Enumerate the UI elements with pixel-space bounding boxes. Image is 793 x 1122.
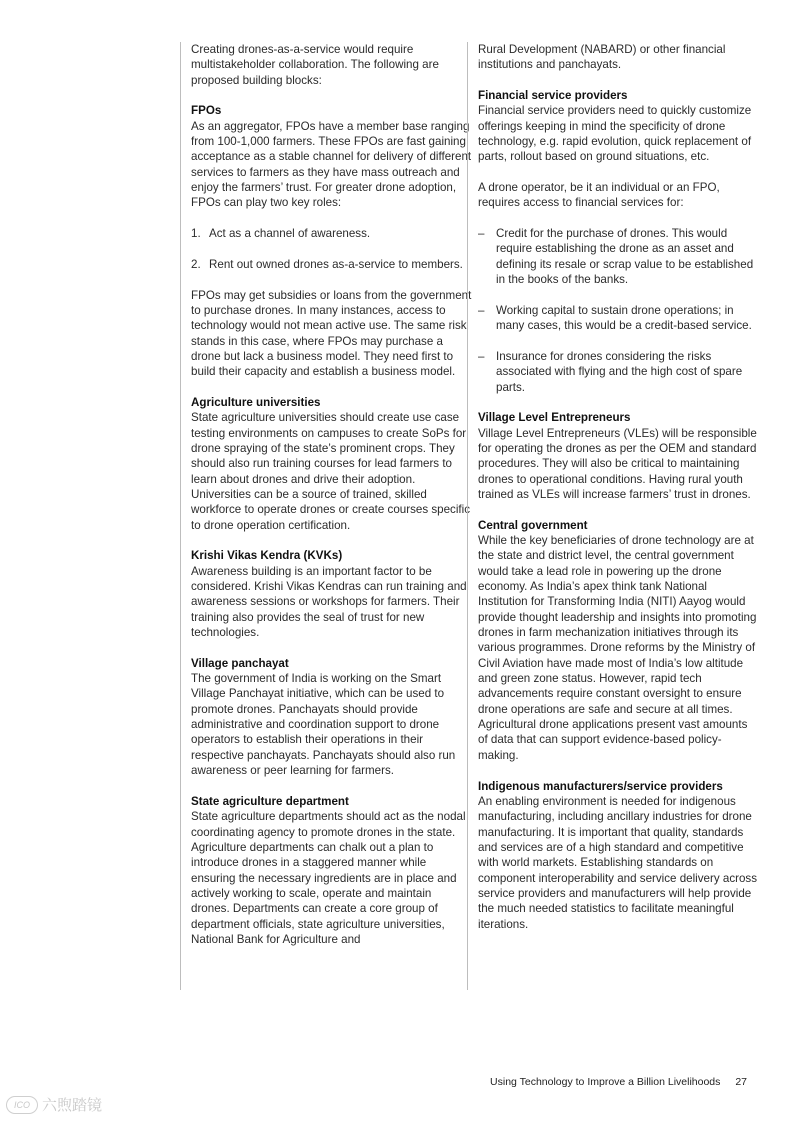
financial-needs-list [478,226,758,395]
financial-body: Financial service providers need to quickly customize offerings keeping in mind the specificity of drone technology, e.g. rapid evolution, quick replacement of parts, rollout based on ground situations, etc. [478,104,752,164]
watermark-logo-icon: ICO [6,1096,38,1114]
village-panchayat-body: The government of India is working on the Smart Village Panchayat initiative, which can be used to promote drones. Panchayats should provide administrative and coordination support to drone operators to establish their operations in their respective panchayats. Panchayats should also run awareness or peer learning for farmers. [191,672,456,778]
kvks-body: Awareness building is an important factor to be considered. Krishi Vikas Kendras can run training and awareness sessions or workshops for farmers. Their training also provides the seal of trust for new technologies. [191,564,467,640]
list-number: 2. [191,257,201,271]
agri-universities-heading: Agriculture universities [191,395,321,409]
kvks-heading: Krishi Vikas Kendra (KVKs) [191,549,343,563]
list-item-text: Act as a channel of awareness. [209,227,371,241]
list-item-text: Rent out owned drones as-a-service to members. [209,257,463,271]
intro-paragraph: Creating drones-as-a-service would require multistakeholder collaboration. The following are proposed building blocks: [191,43,439,87]
vles-heading: Village Level Entrepreneurs [478,411,631,425]
page-footer [490,1076,747,1088]
right-column [467,42,758,990]
manufacturers-heading: Indigenous manufacturers/service providers [478,779,723,793]
list-item-text: Working capital to sustain drone operations; in many cases, this would be a credit-based service. [496,303,752,333]
village-panchayat-heading: Village panchayat [191,656,289,670]
list-item-text: Credit for the purchase of drones. This would require establishing the drone as an asset and defining its resale or scrap value to be established in the books of the banks. [496,227,754,287]
list-item [478,226,758,287]
continuation-paragraph: Rural Development (NABARD) or other financial institutions and panchayats. [478,43,726,72]
central-gov-heading: Central government [478,518,588,532]
central-gov-body: While the key beneficiaries of drone technology are at the state and district level, the central government would take a lead role in powering up the drone economy. As India’s apex think tank National Institution for Transforming India (NITI) Aayog would provide thought leadership and insights into promoting drones in farm mechanization initiatives through its various programmes. Drone reforms by the Ministry of Civil Aviation have made most of India’s low altitude and green zone status. However, rapid tech advancements require constant oversight to ensure drone operations are safe and secure at all times. Agricultural drone applications present vast amounts of data that can support evidence-based policy-making. [478,534,757,762]
manufacturers-body: An enabling environment is needed for indigenous manufacturing, including ancillary industries for drone manufacturing. It is important that quality, standards and services are of a high standard and competitive with world markets. Establishing standards on component interoperability and service delivery across service providers and manufacturers will help provide the much needed statistics to facilitate meaningful iterations. [478,794,758,931]
agri-universities-body: State agriculture universities should create use case testing environments on campuses to create SoPs for drone spraying of the state’s prominent crops. They should also run training courses for lead farmers to learn about drones and drive their adoption. Universities can be a source of trained, skilled workforce to operate drones or create courses specific to drone operation certification. [191,411,471,532]
financial-heading: Financial service providers [478,89,628,103]
dash-bullet: – [478,349,485,363]
list-item [191,257,473,272]
page-number: 27 [735,1076,747,1088]
vles-body: Village Level Entrepreneurs (VLEs) will be responsible for operating the drones as per the OEM and standard procedures. They will also be critical to maintaining drones to operational conditions. Having rural youth trained as VLEs will increase farmers’ trust in drones. [478,426,757,501]
list-item [478,349,758,395]
fpo-roles-list [191,226,473,272]
list-item [478,303,758,334]
dash-bullet: – [478,303,485,317]
list-number: 1. [191,227,201,241]
dash-bullet: – [478,227,485,241]
left-column [180,42,473,990]
watermark-text: 六煦踏镜 [42,1097,103,1114]
watermark [6,1094,102,1115]
fpos-heading: FPOs [191,104,222,118]
footer-title: Using Technology to Improve a Billion Livelihoods [490,1076,721,1088]
fpos-body: As an aggregator, FPOs have a member base ranging from 100-1,000 farmers. These FPOs are fast gaining acceptance as a stable channel for delivery of different services to farmers as they have mass outreach and enjoy the farmers’ trust. For greater drone adoption, FPOs can play two key roles: [191,119,472,210]
state-agri-dept-heading: State agriculture department [191,794,349,808]
list-item [191,226,473,241]
fpos-closing: FPOs may get subsidies or loans from the government to purchase drones. In many instances, access to technology would not mean active use. The same risk stands in this case, where FPOs may purchase a drone but lack a business model. They need first to build their capacity and establish a business model. [191,288,472,379]
financial-access-intro: A drone operator, be it an individual or an FPO, requires access to financial services for: [478,181,720,210]
list-item-text: Insurance for drones considering the risks associated with flying and the high cost of spare parts. [496,349,743,394]
state-agri-dept-body: State agriculture departments should act as the nodal coordinating agency to promote drones in the state. Agriculture departments can chalk out a plan to introduce drones in a staggered manner while ensuring the necessary ingredients are in place and actively working to scale, operate and maintain drones. Departments can create a core group of department officials, state agriculture universities, National Bank for Agriculture and [191,810,466,946]
